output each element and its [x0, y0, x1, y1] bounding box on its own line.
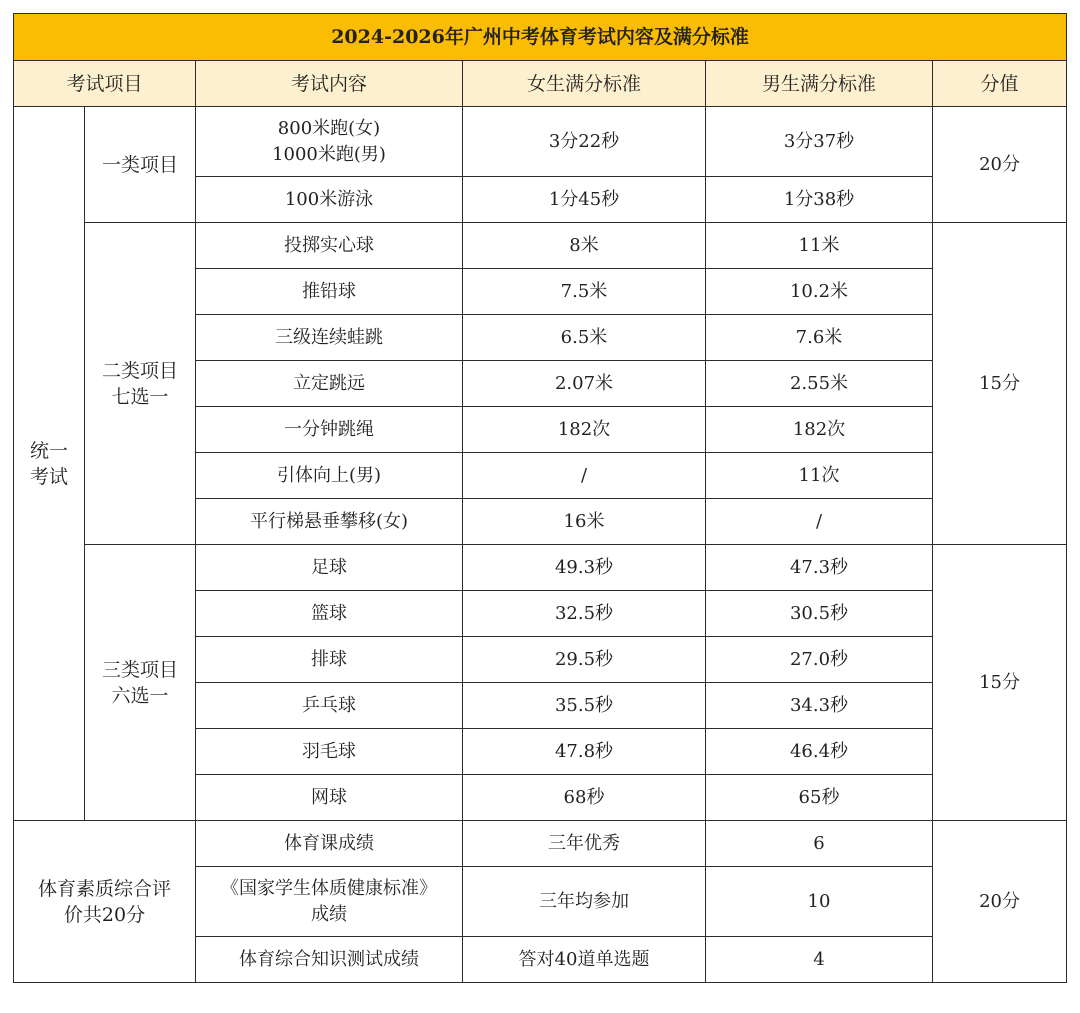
male-standard: 7.6米	[706, 315, 933, 361]
category-3-score: 15分	[933, 545, 1067, 821]
female-standard: 2.07米	[463, 361, 706, 407]
male-standard: 46.4秒	[706, 729, 933, 775]
male-standard: 182次	[706, 407, 933, 453]
points-cell: 10	[706, 867, 933, 937]
category-2-label-line1: 二类项目	[101, 359, 178, 382]
male-standard: 34.3秒	[706, 683, 933, 729]
category-2-label	[85, 223, 196, 545]
quality-eval-label	[14, 821, 196, 983]
score-standard-table	[13, 13, 1067, 983]
male-standard: 3分37秒	[706, 107, 933, 177]
female-standard: 35.5秒	[463, 683, 706, 729]
content-cell: 体育综合知识测试成绩	[196, 937, 463, 983]
male-standard: 10.2米	[706, 269, 933, 315]
male-standard: 11次	[706, 453, 933, 499]
male-standard: /	[706, 499, 933, 545]
female-standard: 8米	[463, 223, 706, 269]
content-cell: 100米游泳	[196, 177, 463, 223]
female-standard: 49.3秒	[463, 545, 706, 591]
content-cell: 乒乓球	[196, 683, 463, 729]
content-cell: 引体向上(男)	[196, 453, 463, 499]
table-title: 2024-2026年广州中考体育考试内容及满分标准	[14, 14, 1067, 61]
content-line2: 1000米跑(男)	[272, 143, 386, 165]
female-standard: 29.5秒	[463, 637, 706, 683]
male-standard: 30.5秒	[706, 591, 933, 637]
points-cell: 6	[706, 821, 933, 867]
male-standard: 47.3秒	[706, 545, 933, 591]
standard-cell: 三年均参加	[463, 867, 706, 937]
content-cell: 网球	[196, 775, 463, 821]
content-cell: 篮球	[196, 591, 463, 637]
quality-score: 20分	[933, 821, 1067, 983]
points-cell: 4	[706, 937, 933, 983]
category-3-label	[85, 545, 196, 821]
female-standard: 32.5秒	[463, 591, 706, 637]
content-cell: 立定跳远	[196, 361, 463, 407]
score-standard-table-container	[13, 13, 1066, 983]
male-standard: 27.0秒	[706, 637, 933, 683]
female-standard: 68秒	[463, 775, 706, 821]
unified-exam-label-line2: 考试	[29, 465, 68, 488]
content-cell: 羽毛球	[196, 729, 463, 775]
table-row	[14, 107, 1067, 177]
table-row	[14, 545, 1067, 591]
category-3-label-line2: 六选一	[111, 684, 169, 707]
male-standard: 65秒	[706, 775, 933, 821]
standard-cell: 三年优秀	[463, 821, 706, 867]
category-2-label-line2: 七选一	[111, 385, 169, 408]
quality-eval-label-line1: 体育素质综合评	[37, 877, 171, 900]
content-line2: 成绩	[311, 903, 347, 925]
content-cell: 平行梯悬垂攀移(女)	[196, 499, 463, 545]
content-cell: 足球	[196, 545, 463, 591]
content-cell: 一分钟跳绳	[196, 407, 463, 453]
content-cell	[196, 107, 463, 177]
female-standard: 47.8秒	[463, 729, 706, 775]
content-cell	[196, 867, 463, 937]
category-3-label-line1: 三类项目	[101, 658, 178, 681]
table-row	[14, 223, 1067, 269]
standard-cell: 答对40道单选题	[463, 937, 706, 983]
header-content: 考试内容	[196, 61, 463, 107]
title-row	[14, 14, 1067, 61]
male-standard: 1分38秒	[706, 177, 933, 223]
female-standard: 182次	[463, 407, 706, 453]
female-standard: 7.5米	[463, 269, 706, 315]
header-female: 女生满分标准	[463, 61, 706, 107]
header-male: 男生满分标准	[706, 61, 933, 107]
content-cell: 排球	[196, 637, 463, 683]
female-standard: 6.5米	[463, 315, 706, 361]
male-standard: 11米	[706, 223, 933, 269]
quality-eval-label-line2: 价共20分	[63, 903, 146, 926]
male-standard: 2.55米	[706, 361, 933, 407]
header-score: 分值	[933, 61, 1067, 107]
content-line1: 《国家学生体质健康标准》	[221, 877, 437, 899]
unified-exam-label	[14, 107, 85, 821]
female-standard: 3分22秒	[463, 107, 706, 177]
header-row	[14, 61, 1067, 107]
category-1-label: 一类项目	[85, 107, 196, 223]
table-row	[14, 821, 1067, 867]
category-1-score: 20分	[933, 107, 1067, 223]
content-line1: 800米跑(女)	[277, 117, 381, 139]
unified-exam-label-line1: 统一	[29, 439, 68, 462]
female-standard: /	[463, 453, 706, 499]
content-cell: 投掷实心球	[196, 223, 463, 269]
header-item: 考试项目	[14, 61, 196, 107]
content-cell: 三级连续蛙跳	[196, 315, 463, 361]
category-2-score: 15分	[933, 223, 1067, 545]
content-cell: 推铅球	[196, 269, 463, 315]
female-standard: 1分45秒	[463, 177, 706, 223]
female-standard: 16米	[463, 499, 706, 545]
content-cell: 体育课成绩	[196, 821, 463, 867]
